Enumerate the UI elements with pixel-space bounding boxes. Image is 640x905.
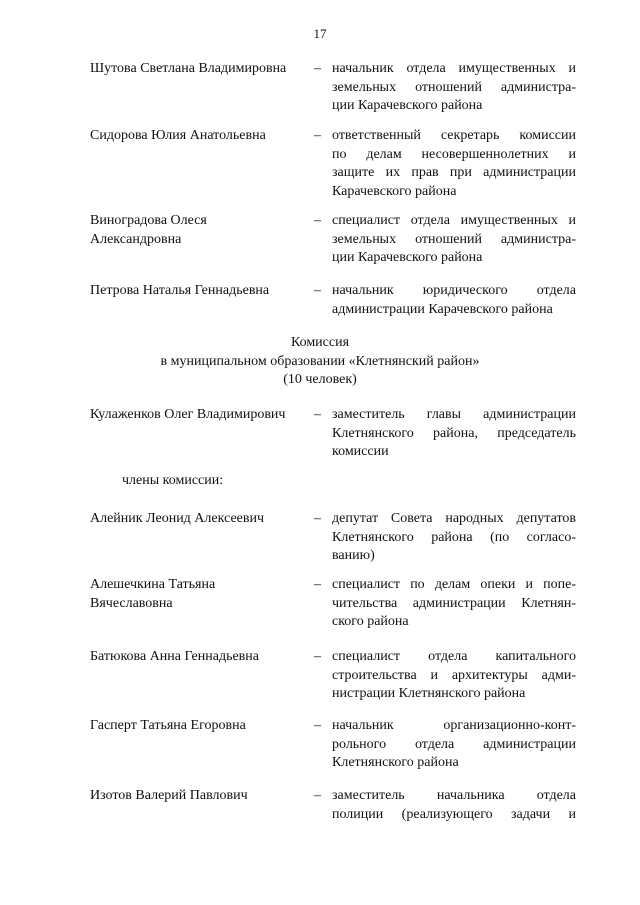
commission-count: (10 человек) xyxy=(283,372,357,387)
page-number: 17 xyxy=(313,26,327,41)
dash: – xyxy=(314,788,321,803)
members-label: члены комиссии: xyxy=(122,473,224,488)
person-name: Петрова Наталья Геннадьевна xyxy=(90,283,270,298)
person-role: начальник юридического отдела администрации Карачевского района xyxy=(332,283,576,317)
dash: – xyxy=(314,283,321,298)
dash: – xyxy=(314,718,321,733)
dash: – xyxy=(314,407,321,422)
person-name: Изотов Валерий Павлович xyxy=(90,788,248,803)
person-name: Шутова Светлана Владимировна xyxy=(90,61,287,76)
dash: – xyxy=(314,649,321,664)
dash: – xyxy=(314,61,321,76)
person-name: Сидорова Юлия Анатольевна xyxy=(90,128,266,143)
person-name: Алейник Леонид Алексеевич xyxy=(90,511,265,526)
person-role: начальник отдела имущественных и земельных отношений администра- ции Карачевского района xyxy=(332,61,576,113)
dash: – xyxy=(314,128,321,143)
person-name: Кулаженков Олег Владимирович xyxy=(90,407,286,422)
person-role: специалист отдела имущественных и земельных отношений администра- ции Карачевского района xyxy=(332,213,576,265)
person-name: Гасперт Татьяна Егоровна xyxy=(90,718,246,733)
person-role: заместитель главы администрации Клетнянского района, председатель комиссии xyxy=(332,407,576,459)
person-name: Виноградова Олеся Александровна xyxy=(90,213,207,247)
person-role: специалист отдела капитального строительства и архитектуры адми- нистрации Клетнянского района xyxy=(332,649,576,701)
dash: – xyxy=(314,511,321,526)
dash: – xyxy=(314,213,321,228)
commission-subtitle: в муниципальном образовании «Клетнянский район» xyxy=(160,353,480,369)
person-role: заместитель начальника отдела полиции (реализующего задачи и xyxy=(332,788,576,822)
person-role: начальник организационно-конт- рольного отдела администрации Клетнянского района xyxy=(332,718,576,770)
commission-heading xyxy=(0,334,640,390)
person-role: специалист по делам опеки и попе- чительства администрации Клетнян- ского района xyxy=(332,577,576,629)
person-role: ответственный секретарь комиссии по делам несовершеннолетних и защите их прав при администрации Карачевского района xyxy=(332,128,576,199)
person-role: депутат Совета народных депутатов Клетнянского района (по согласо- ванию) xyxy=(332,511,576,563)
commission-title: Комиссия xyxy=(290,335,350,350)
person-name: Алешечкина Татьяна Вячеславовна xyxy=(90,577,216,611)
dash: – xyxy=(314,577,321,592)
person-name: Батюкова Анна Геннадьевна xyxy=(90,649,259,664)
